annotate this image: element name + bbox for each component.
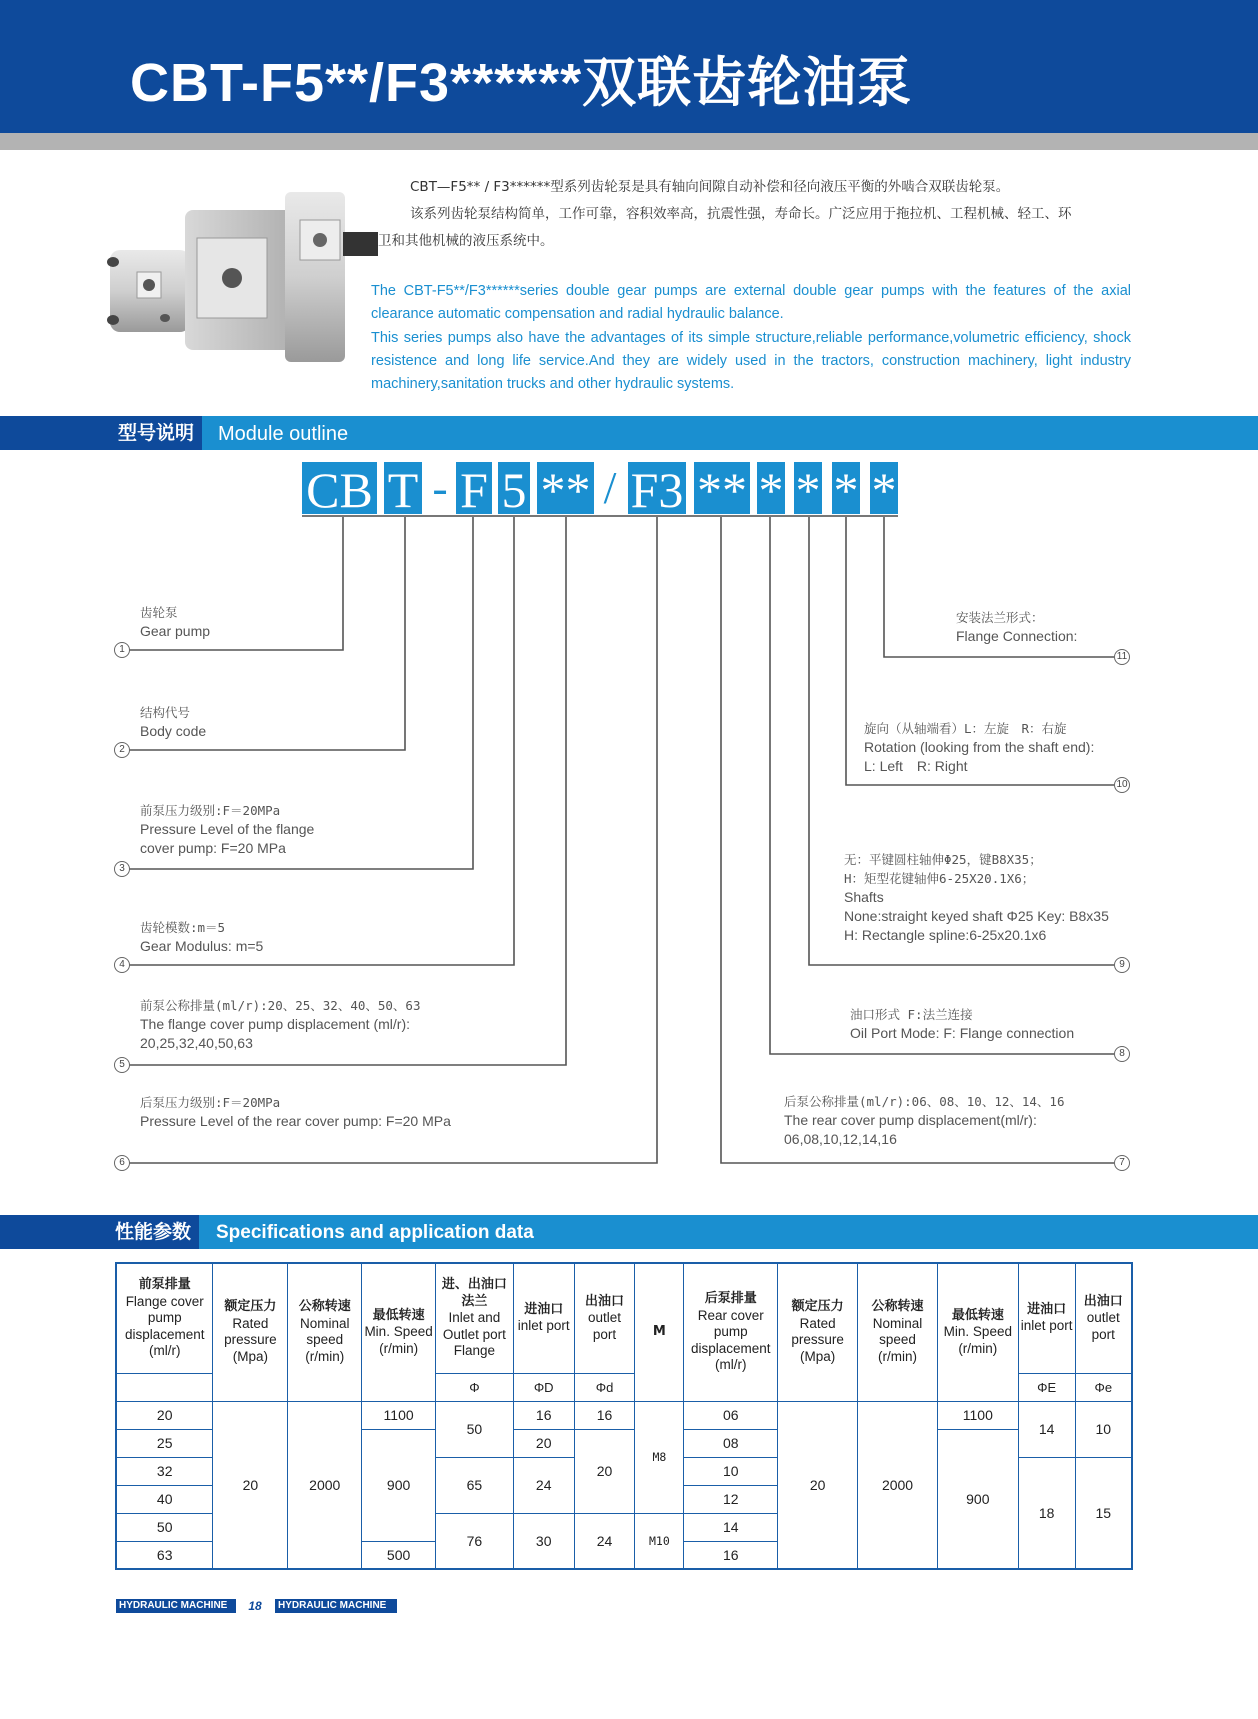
sym-phid: Φd [574, 1373, 635, 1401]
th-flange: 进、出油口法兰 Inlet and Outlet port Flange [436, 1263, 514, 1373]
code-5: 5 [498, 462, 530, 514]
callout-5: 5 [114, 1057, 130, 1073]
label-rear-displacement: 后泵公称排量(ml/r):06、08、10、12、14、16 The rear cover pump displacement(ml/r): 06,08,10,12,14,16 [784, 1094, 1065, 1147]
code-underline [302, 515, 898, 517]
code-front-displacement: ** [537, 462, 594, 514]
table-row: 63 500 16 [116, 1541, 1132, 1569]
th-m: M [635, 1263, 684, 1401]
code-t: T [384, 462, 422, 514]
th-rear-displacement: 后泵排量 Rear cover pump displacement (ml/r) [684, 1263, 778, 1401]
code-shaft: * [795, 462, 821, 514]
spec-table [115, 1262, 1133, 1570]
label-rear-pressure: 后泵压力级别:F＝20MPa Pressure Level of the rear cover pump: F=20 MPa [140, 1095, 451, 1129]
th-nominal-speed: 公称转速 Nominal speed (r/min) [288, 1263, 362, 1401]
th-min-speed: 最低转速 Min. Speed (r/min) [362, 1263, 436, 1401]
module-outline-title-cn: 型号说明 [0, 416, 202, 450]
spec-title-en: Specifications and application data [216, 1222, 534, 1243]
label-oil-port: 油口形式 F:法兰连接 Oil Port Mode: F: Flange connection [850, 1007, 1075, 1041]
th-rear-rated-pressure: 额定压力 Rated pressure (Mpa) [778, 1263, 858, 1401]
intro-cn-line-2: 该系列齿轮泵结构简单，工作可靠，容积效率高，抗震性强，寿命长。广泛应用于拖拉机、工程机械、轻工、环 [410, 206, 1072, 222]
footer-right-tag: HYDRAULIC MACHINE [275, 1599, 397, 1613]
callout-2: 2 [114, 742, 130, 758]
code-rotation: * [833, 462, 859, 514]
callout-1: 1 [114, 642, 130, 658]
table-row: 20 20 2000 1100 50 16 16 M8 06 20 2000 1100 14 10 [116, 1401, 1132, 1429]
intro-en-paragraph-2: This series pumps also have the advantages of its simple structure,reliable performance,volumetric efficiency, shock resistence and long life service.And they are widely used in the tractors, construction machinery, light industry machinery,sanitation trucks and other hydraulic systems. [371, 330, 1131, 392]
code-dash: - [432, 462, 448, 513]
module-outline-title-en: Module outline [218, 423, 349, 445]
label-shafts: 无：平键圆柱轴伸Φ25，键B8X35； H：矩型花键轴伸6-25X20.1X6； Shafts None:straight keyed shaft Φ25 Key: B8x35 H: Rectangle spline:6-25x20.1x6 [844, 852, 1109, 943]
table-header-row [116, 1263, 1132, 1373]
th-inlet: 进油口 inlet port [513, 1263, 574, 1373]
code-f3: F3 [628, 462, 686, 514]
intro-cn-line-3: 卫和其他机械的液压系统中。 [378, 233, 554, 249]
label-flange-connection: 安装法兰形式： Flange Connection: [956, 610, 1078, 644]
th-rear-outlet: 出油口 outlet port [1075, 1263, 1132, 1373]
sym-phie: Φe [1075, 1373, 1132, 1401]
footer-left-tag: HYDRAULIC MACHINE [116, 1599, 236, 1613]
code-oil-port: * [758, 462, 784, 514]
label-front-displacement: 前泵公称排量(ml/r):20、25、32、40、50、63 The flange cover pump displacement (ml/r): 20,25,32,40,50,63 [140, 998, 421, 1051]
callout-7: 7 [1114, 1155, 1130, 1171]
callout-9: 9 [1114, 957, 1130, 973]
module-outline-bar [0, 416, 1258, 450]
spec-bar [0, 1215, 1258, 1249]
code-flange: * [871, 462, 897, 514]
spec-title-cn: 性能参数 [0, 1215, 199, 1249]
label-rotation: 旋向（从轴端看）L：左旋 R：右旋 Rotation (looking from the shaft end): L: Left R: Right [864, 721, 1095, 774]
table-row: 50 76 30 24 M10 14 [116, 1513, 1132, 1541]
code-slash: / [603, 462, 617, 513]
callout-3: 3 [114, 861, 130, 877]
callout-10: 10 [1114, 777, 1130, 793]
intro-cn-line-1: CBT—F5** / F3******型系列齿轮泵是具有轴向间隙自动补偿和径向液压平衡的外啮合双联齿轮泵。 [410, 179, 1010, 195]
code-f: F [456, 462, 492, 514]
sym-empty [116, 1373, 213, 1401]
page-number: 18 [248, 1599, 262, 1613]
th-rear-inlet: 进油口 inlet port [1018, 1263, 1075, 1373]
table-row: 40 12 [116, 1485, 1132, 1513]
table-row: 25 900 20 20 08 900 [116, 1429, 1132, 1457]
callout-11: 11 [1114, 649, 1130, 665]
page-title: CBT-F5**/F3******双联齿轮油泵 [130, 53, 913, 113]
intro-en-paragraph-1: The CBT-F5**/F3******series double gear pumps are external double gear pumps with the features of the axial clearance automatic compensation and radial hydraulic balance. [371, 283, 1131, 322]
label-front-pressure: 前泵压力级别:F＝20MPa Pressure Level of the flange cover pump: F=20 MPa [140, 803, 315, 856]
sym-phiD: ΦD [513, 1373, 574, 1401]
callout-6: 6 [114, 1155, 130, 1171]
gear-pump-illustration [105, 190, 385, 370]
header-grey-stripe [0, 133, 1258, 150]
code-cb: CB [302, 462, 377, 514]
th-rear-min-speed: 最低转速 Min. Speed (r/min) [937, 1263, 1018, 1401]
th-rear-nominal-speed: 公称转速 Nominal speed (r/min) [858, 1263, 938, 1401]
label-gear-modulus: 齿轮模数:m＝5 Gear Modulus: m=5 [140, 920, 264, 954]
th-front-displacement: 前泵排量 Flange cover pump displacement (ml/r) [116, 1263, 213, 1373]
code-rear-displacement: ** [694, 462, 750, 514]
sym-phiE: ΦE [1018, 1373, 1075, 1401]
th-rated-pressure: 额定压力 Rated pressure (Mpa) [213, 1263, 288, 1401]
sym-phi: Φ [436, 1373, 514, 1401]
th-outlet: 出油口 outlet port [574, 1263, 635, 1373]
callout-4: 4 [114, 957, 130, 973]
header-band [0, 0, 1258, 133]
label-body-code: 结构代号 Body code [140, 705, 207, 739]
table-row: 32 65 24 10 18 15 [116, 1457, 1132, 1485]
callout-8: 8 [1114, 1046, 1130, 1062]
label-gear-pump: 齿轮泵 Gear pump [140, 605, 211, 639]
